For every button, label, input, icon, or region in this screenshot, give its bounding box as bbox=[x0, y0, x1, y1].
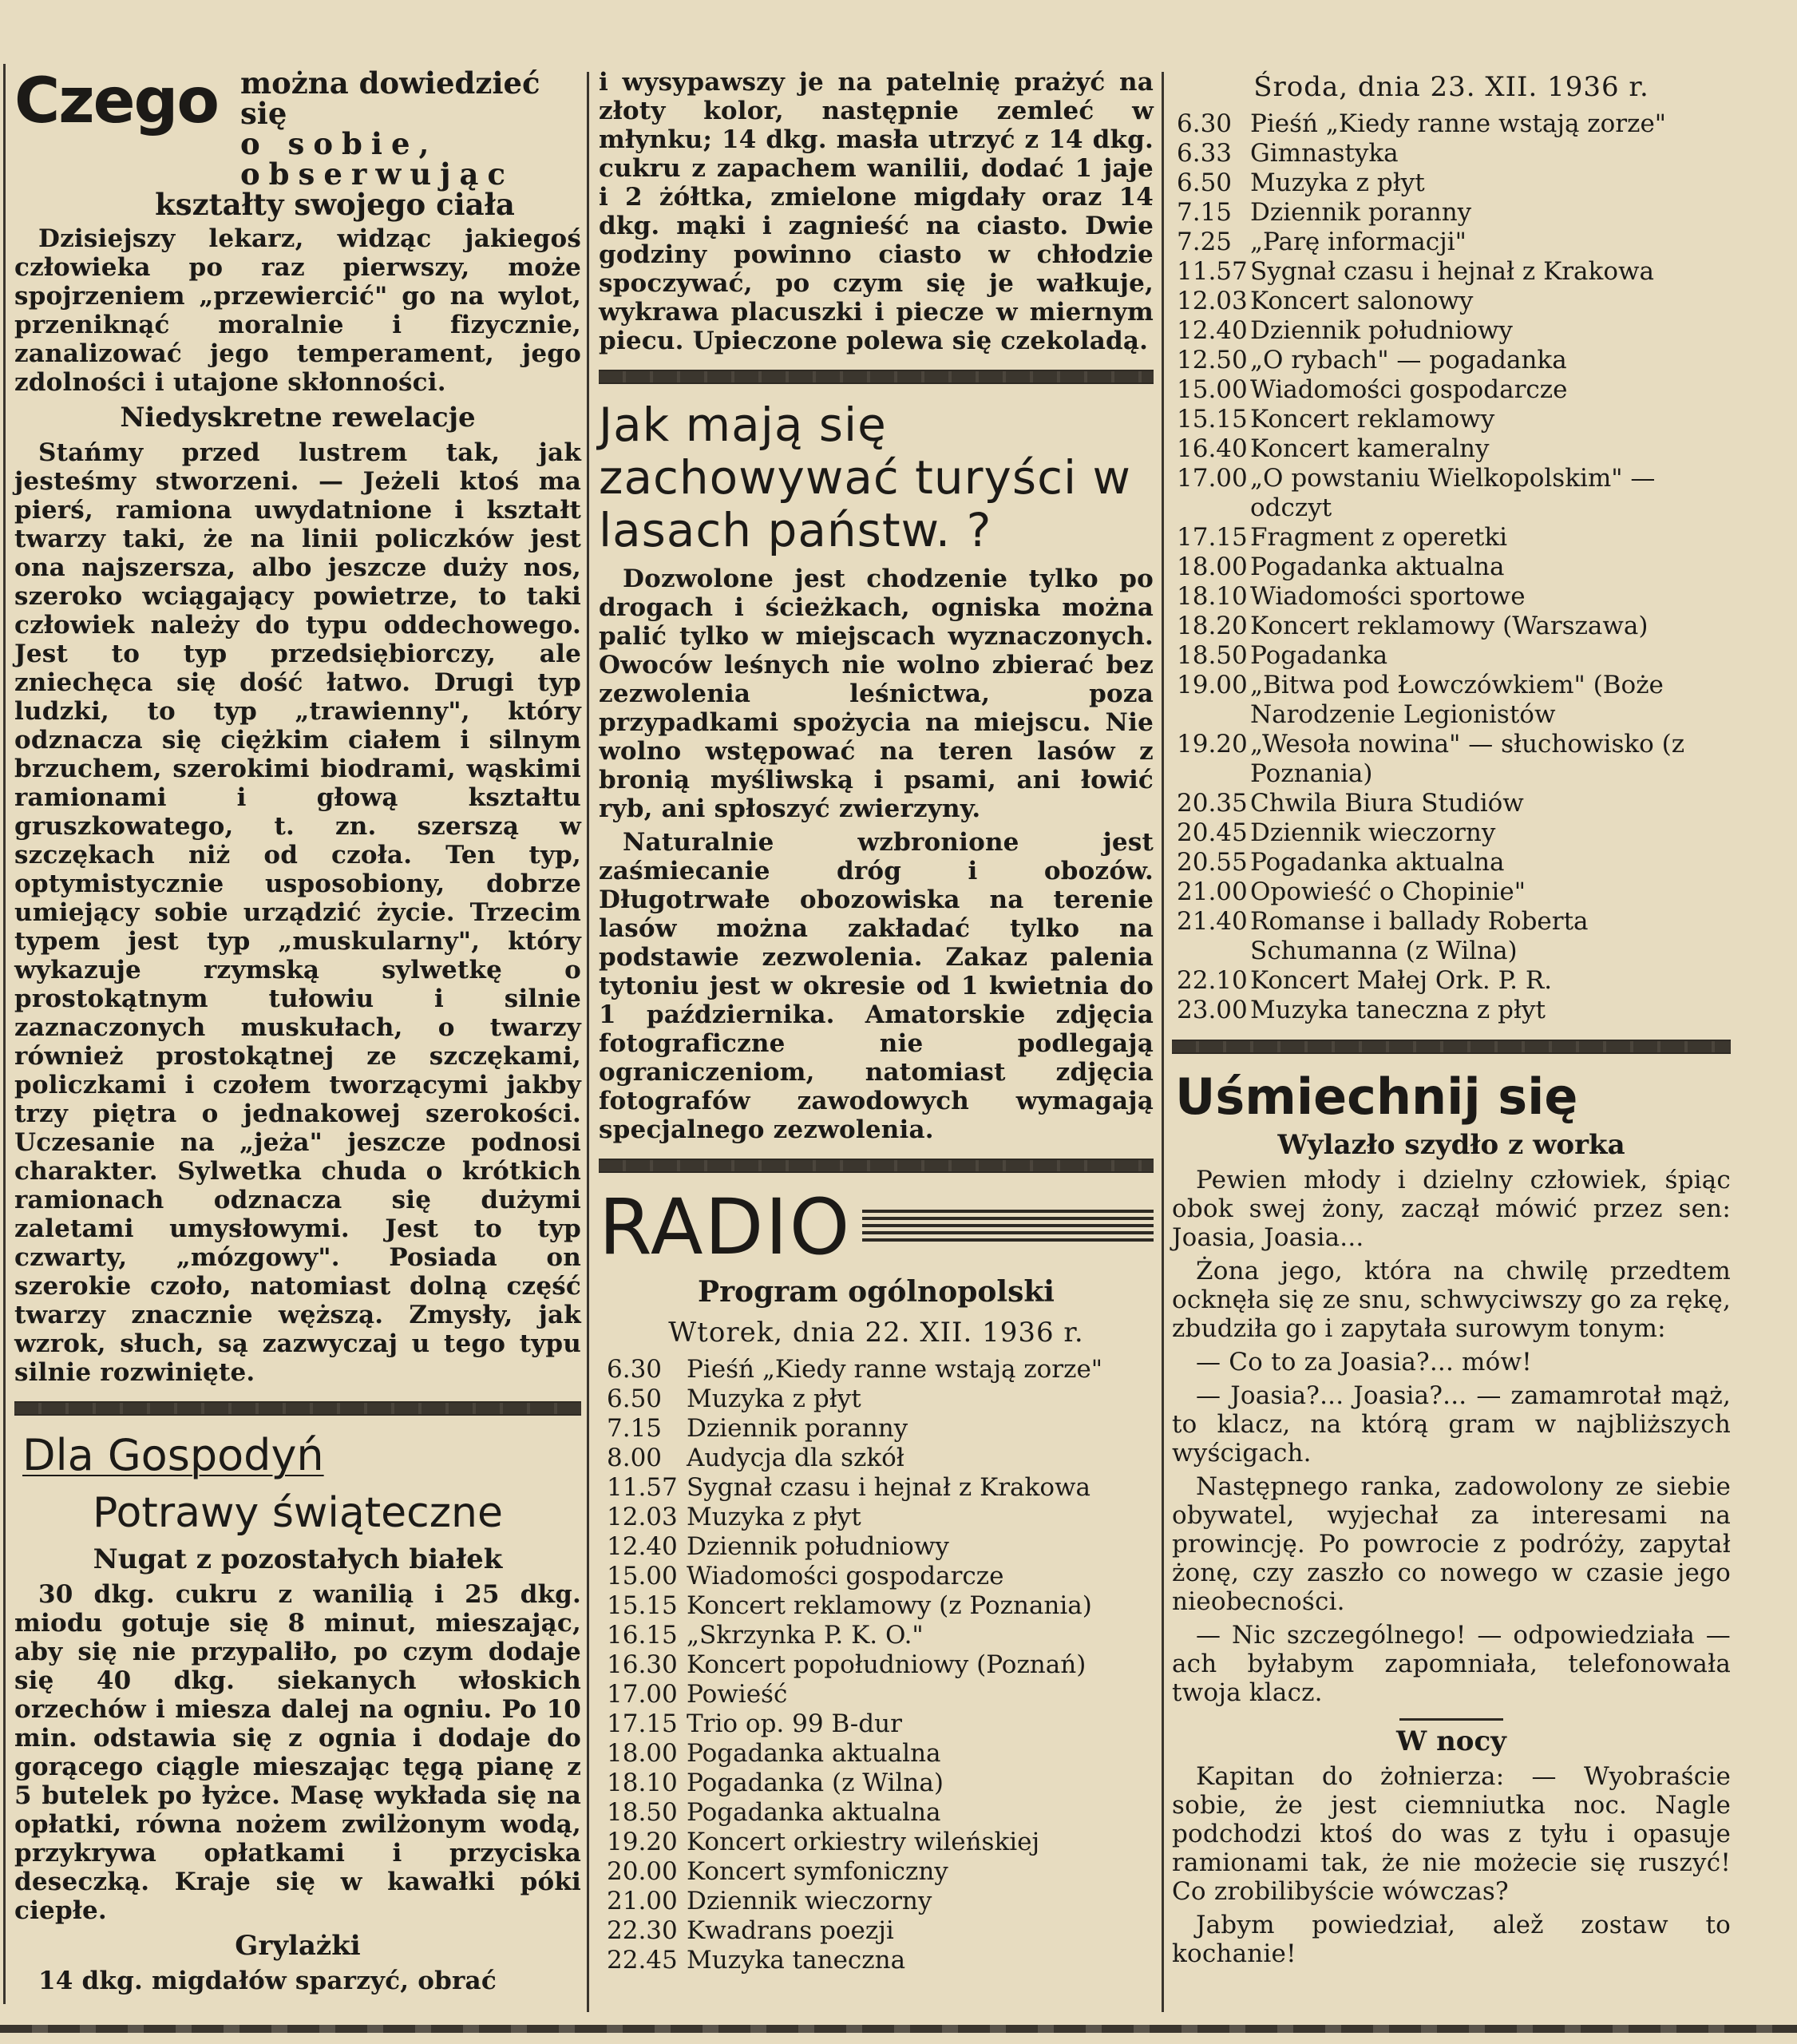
schedule-row bbox=[1172, 257, 1731, 287]
schedule-program: Fragment z operetki bbox=[1250, 523, 1508, 552]
schedule-row bbox=[599, 1709, 1154, 1739]
schedule-program: Koncert salonowy bbox=[1250, 287, 1474, 315]
schedule-row bbox=[1172, 375, 1731, 405]
schedule-program: Sygnał czasu i hejnał z Krakowa bbox=[687, 1473, 1091, 1502]
schedule-program: Dziennik wieczorny bbox=[687, 1887, 932, 1915]
column-divider-2 bbox=[1162, 72, 1164, 2012]
turysci-paragraph-1: Dozwolone jest chodzenie tylko po drogach i ścieżkach, ogniska można palić tylko w miejscach wyznaczonych. Owoców leśnych nie wolno zbierać bez zezwolenia leśnictwa, poza przypadkami spożycia na miejscu. Nie wolno wstępować na teren lasów z bronią myśliwską i psami, ani łowić ryb, ani spłoszyć zwierzyny. bbox=[599, 564, 1154, 823]
schedule-row bbox=[1172, 641, 1731, 671]
radio-heading: RADIO bbox=[599, 1182, 852, 1272]
schedule-time: 7.15 bbox=[607, 1414, 663, 1443]
schedule-row bbox=[1172, 228, 1731, 257]
schedule-time: 6.30 bbox=[1177, 109, 1233, 138]
column-1 bbox=[14, 65, 581, 2000]
schedule-time: 18.10 bbox=[1177, 582, 1248, 611]
schedule-row bbox=[599, 1591, 1154, 1621]
schedule-row bbox=[599, 1384, 1154, 1414]
schedule-time: 15.15 bbox=[607, 1591, 678, 1620]
schedule-row bbox=[1172, 316, 1731, 346]
schedule-program: Muzyka taneczna z płyt bbox=[1250, 996, 1546, 1024]
schedule-row bbox=[1172, 523, 1731, 553]
schedule-time: 12.40 bbox=[607, 1532, 678, 1561]
schedule-row bbox=[599, 1916, 1154, 1946]
schedule-row bbox=[599, 1739, 1154, 1769]
schedule-program: Dziennik poranny bbox=[1250, 198, 1472, 227]
schedule-row bbox=[599, 1769, 1154, 1798]
schedule-time: 22.45 bbox=[607, 1946, 678, 1975]
bottom-rule bbox=[0, 2025, 1797, 2033]
schedule-row bbox=[599, 1946, 1154, 1975]
grylazki-recipe-continued: i wysypawszy je na patelnię prażyć na złoty kolor, następnie zemleć w młynku; 14 dkg. masła utrzyć z 14 dkg. cukru z zapachem wanilii, dodać 1 jaje i 2 żółtka, zmielone migdały oraz 14 dkg. mąki i zagnieść na ciasto. Dwie godziny powinno ciasto w chłodzie spoczywać, po czym się je wałkuje, wykrawa placuszki i piecze w miernym piecu. Upieczone polewa się czekoladą. bbox=[599, 68, 1154, 355]
schedule-time: 12.50 bbox=[1177, 346, 1248, 374]
joke-2-paragraph: Kapitan do żołnierza: — Wyobraście sobie, że jest ciemniutka noc. Nagle podchodzi ktoś do was z tyłu i opasuje ramionami tak, że nie możecie się ruszyć! Co zrobilibyście wówczas? bbox=[1172, 1762, 1731, 1906]
schedule-program: Dziennik południowy bbox=[1250, 316, 1513, 345]
schedule-program: „Wesoła nowina" — słuchowisko (z Poznania) bbox=[1250, 730, 1685, 788]
schedule-time: 20.45 bbox=[1177, 818, 1248, 847]
schedule-time: 23.00 bbox=[1177, 996, 1248, 1024]
joke-divider bbox=[1399, 1718, 1503, 1721]
schedule-row bbox=[1172, 818, 1731, 848]
schedule-program: Audycja dla szkół bbox=[687, 1444, 904, 1472]
schedule-row bbox=[1172, 346, 1731, 375]
schedule-time: 18.50 bbox=[607, 1798, 678, 1827]
schedule-row bbox=[1172, 405, 1731, 434]
tuesday-schedule bbox=[599, 1355, 1154, 1975]
schedule-program: Wiadomości gospodarcze bbox=[1250, 375, 1568, 404]
schedule-program: Gimnastyka bbox=[1250, 139, 1399, 168]
schedule-program: „O rybach" — pogadanka bbox=[1250, 346, 1567, 374]
schedule-row bbox=[599, 1562, 1154, 1591]
schedule-program: Koncert reklamowy bbox=[1250, 405, 1495, 434]
column-divider-1 bbox=[587, 72, 589, 2012]
schedule-row bbox=[1172, 789, 1731, 818]
czego-line-1: można dowiedzieć się bbox=[239, 65, 540, 131]
schedule-program: Koncert kameralny bbox=[1250, 434, 1490, 463]
schedule-program: Pieśń „Kiedy ranne wstają zorze" bbox=[1250, 109, 1667, 138]
schedule-row bbox=[1172, 198, 1731, 228]
czego-headline-text bbox=[155, 65, 581, 222]
nugat-recipe: 30 dkg. cukru z wanilią i 25 dkg. miodu gotuje się 8 minut, mieszając, aby się nie przypaliło, po czym dodaje się 40 dkg. siekanych włoskich orzechów i miesza dalej na ogniu. Po 10 min. odstawia się z ognia i dodaje do gorącego ciągle mieszając tęgą pianę z 5 butelek po łyżce. Masę wykłada się na opłatki, równa nożem zwilżonym wodą, przykrywa opłatkami i przyciska deseczką. Kraje się w kawałki póki ciepłe. bbox=[14, 1580, 581, 1925]
schedule-time: 22.10 bbox=[1177, 966, 1248, 995]
schedule-time: 20.00 bbox=[607, 1857, 678, 1886]
program-title: Program ogólnopolski bbox=[698, 1275, 1055, 1309]
schedule-row bbox=[599, 1650, 1154, 1680]
schedule-row bbox=[599, 1444, 1154, 1473]
schedule-row bbox=[1172, 434, 1731, 464]
nugat-heading: Nugat z pozostałych białek bbox=[93, 1543, 503, 1575]
wednesday-schedule bbox=[1172, 109, 1731, 1025]
schedule-row bbox=[1172, 966, 1731, 996]
schedule-row bbox=[599, 1355, 1154, 1384]
schedule-time: 16.15 bbox=[607, 1621, 678, 1650]
schedule-program: Muzyka taneczna bbox=[687, 1946, 906, 1975]
joke-1-paragraph: Następnego ranka, zadowolony ze siebie obywatel, wyjechał za interesami na prowincję. Po powrocie z podróży, zapytał żonę, czy zaszło co nowego w czasie jego nieobecności. bbox=[1172, 1472, 1731, 1616]
schedule-time: 20.55 bbox=[1177, 848, 1248, 877]
section-rule bbox=[599, 1159, 1154, 1173]
schedule-time: 6.50 bbox=[1177, 168, 1233, 197]
schedule-program: Pogadanka aktualna bbox=[1250, 848, 1505, 877]
schedule-row bbox=[1172, 848, 1731, 877]
schedule-program: Koncert Małej Ork. P. R. bbox=[1250, 966, 1553, 995]
schedule-time: 21.00 bbox=[607, 1887, 678, 1915]
schedule-program: Pogadanka aktualna bbox=[687, 1798, 941, 1827]
schedule-time: 17.15 bbox=[607, 1709, 678, 1738]
schedule-program: Muzyka z płyt bbox=[1250, 168, 1425, 197]
joke-1-paragraph: — Co to za Joasia?... mów! bbox=[1196, 1348, 1532, 1377]
schedule-time: 18.00 bbox=[607, 1739, 678, 1768]
schedule-time: 6.50 bbox=[607, 1384, 663, 1413]
schedule-time: 21.00 bbox=[1177, 877, 1248, 906]
schedule-program: Opowieść o Chopinie" bbox=[1250, 877, 1526, 906]
schedule-program: Kwadrans poezji bbox=[687, 1916, 894, 1945]
tuesday-date: Wtorek, dnia 22. XII. 1936 r. bbox=[668, 1317, 1084, 1349]
schedule-time: 15.00 bbox=[607, 1562, 678, 1590]
schedule-program: Dziennik poranny bbox=[687, 1414, 908, 1443]
wednesday-date: Środa, dnia 23. XII. 1936 r. bbox=[1253, 71, 1649, 103]
schedule-time: 17.00 bbox=[607, 1680, 678, 1709]
schedule-program: Pogadanka (z Wilna) bbox=[687, 1769, 944, 1797]
schedule-row bbox=[599, 1473, 1154, 1503]
schedule-row bbox=[1172, 996, 1731, 1025]
turysci-paragraph-2: Naturalnie wzbronione jest zaśmiecanie dróg i obozów. Długotrwałe obozowiska na terenie lasów można zakładać tylko na podstawie zezwolenia. Zakaz palenia tytoniu jest w okresie od 1 kwietnia do 1 października. Amatorskie zdjęcia fotograficzne nie podlegają ograniczeniom, natomiast zdjęcia fotografów zawodowych wymagają specjalnego zezwolenia. bbox=[599, 828, 1154, 1144]
schedule-time: 12.03 bbox=[1177, 287, 1248, 315]
turysci-heading: Jak mają się zachowywać turyści w lasach państw. ? bbox=[599, 398, 1131, 557]
radio-banner bbox=[599, 1182, 1154, 1272]
grylazki-recipe-start: 14 dkg. migdałów sparzyć, obrać bbox=[38, 1967, 497, 1995]
schedule-program: Pogadanka aktualna bbox=[1250, 553, 1505, 581]
schedule-time: 18.00 bbox=[1177, 553, 1248, 581]
grylazki-heading: Grylażki bbox=[235, 1930, 361, 1962]
schedule-time: 18.20 bbox=[1177, 612, 1248, 640]
schedule-program: Muzyka z płyt bbox=[687, 1384, 861, 1413]
schedule-row bbox=[599, 1503, 1154, 1532]
schedule-row bbox=[599, 1828, 1154, 1857]
schedule-row bbox=[1172, 287, 1731, 316]
joke-2-title: W nocy bbox=[1396, 1725, 1506, 1757]
schedule-time: 16.40 bbox=[1177, 434, 1248, 463]
joke-1-paragraph: Żona jego, która na chwilę przedtem ocknęła się ze snu, schwyciwszy go za rękę, zbudziła go i zapytała surowym tonym: bbox=[1172, 1257, 1731, 1343]
joke-1-paragraph: — Nic szczególnego! — odpowiedziała — ach byłabym zapomniała, telefonowała twoja klacz. bbox=[1172, 1621, 1731, 1707]
potrawy-heading: Potrawy świąteczne bbox=[93, 1489, 503, 1537]
schedule-program: Koncert orkiestry wileńskiej bbox=[687, 1828, 1040, 1856]
schedule-row bbox=[599, 1887, 1154, 1916]
czego-subheading: Niedyskretne rewelacje bbox=[120, 402, 476, 434]
schedule-program: „O powstaniu Wielkopolskim" — odczyt bbox=[1250, 464, 1656, 522]
section-rule bbox=[1172, 1040, 1731, 1054]
schedule-time: 19.20 bbox=[607, 1828, 678, 1856]
schedule-program: Chwila Biura Studiów bbox=[1250, 789, 1524, 818]
schedule-time: 15.00 bbox=[1177, 375, 1248, 404]
schedule-time: 12.40 bbox=[1177, 316, 1248, 345]
schedule-time: 19.20 bbox=[1177, 730, 1248, 759]
schedule-time: 6.33 bbox=[1177, 139, 1233, 168]
schedule-row bbox=[1172, 907, 1731, 966]
schedule-row bbox=[1172, 582, 1731, 612]
schedule-time: 17.15 bbox=[1177, 523, 1248, 552]
schedule-row bbox=[599, 1621, 1154, 1650]
czego-headline bbox=[14, 65, 581, 222]
schedule-time: 7.15 bbox=[1177, 198, 1233, 227]
czego-line-3: kształty swojego ciała bbox=[155, 187, 515, 222]
schedule-program: Koncert popołudniowy (Poznań) bbox=[687, 1650, 1087, 1679]
schedule-time: 6.30 bbox=[607, 1355, 663, 1384]
czego-intro: Dzisiejszy lekarz, widząc jakiegoś człowieka po raz pierwszy, może spojrzeniem „przewiercić" go na wylot, przeniknąć moralnie i fizycznie, zanalizować jego temperament, jego zdolności i utajone skłonności. bbox=[14, 224, 581, 397]
schedule-time: 15.15 bbox=[1177, 405, 1248, 434]
joke-1-title: Wylazło szydło z worka bbox=[1277, 1129, 1625, 1161]
schedule-program: Koncert reklamowy (Warszawa) bbox=[1250, 612, 1649, 640]
schedule-time: 17.00 bbox=[1177, 464, 1248, 493]
schedule-program: Trio op. 99 B-dur bbox=[687, 1709, 902, 1738]
joke-1-paragraph: — Joasia?... Joasia?... — zamamrotał mąż, to klacz, na którą gram w najbliższych wyścigach. bbox=[1172, 1381, 1731, 1468]
schedule-row bbox=[599, 1680, 1154, 1709]
schedule-time: 19.00 bbox=[1177, 671, 1248, 699]
schedule-row bbox=[1172, 730, 1731, 789]
schedule-time: 8.00 bbox=[607, 1444, 663, 1472]
schedule-row bbox=[1172, 464, 1731, 523]
joke-1-paragraph: Pewien młody i dzielny człowiek, śpiąc obok swej żony, zaczął mówić przez sen: Joasia, Joasia... bbox=[1172, 1166, 1731, 1252]
schedule-time: 20.35 bbox=[1177, 789, 1248, 818]
usmiechnij-heading: Uśmiechnij się bbox=[1175, 1068, 1578, 1126]
schedule-time: 7.25 bbox=[1177, 228, 1233, 256]
schedule-row bbox=[1172, 877, 1731, 907]
schedule-row bbox=[599, 1532, 1154, 1562]
joke-2-paragraph: Jabym powiedział, alež zostaw to kochanie! bbox=[1172, 1911, 1731, 1968]
schedule-program: Pogadanka aktualna bbox=[687, 1739, 941, 1768]
schedule-program: Koncert symfoniczny bbox=[687, 1857, 948, 1886]
schedule-time: 11.57 bbox=[607, 1473, 678, 1502]
schedule-row bbox=[1172, 168, 1731, 198]
czego-initial-word: Czego bbox=[14, 65, 218, 137]
schedule-row bbox=[1172, 109, 1731, 139]
schedule-program: Pogadanka bbox=[1250, 641, 1388, 670]
schedule-program: „Bitwa pod Łowczówkiem" (Boże Narodzenie Legionistów bbox=[1250, 671, 1664, 729]
schedule-row bbox=[599, 1857, 1154, 1887]
schedule-program: Koncert reklamowy (z Poznania) bbox=[687, 1591, 1092, 1620]
schedule-program: Wiadomości gospodarcze bbox=[687, 1562, 1004, 1590]
schedule-program: „Skrzynka P. K. O." bbox=[687, 1621, 924, 1650]
schedule-program: Wiadomości sportowe bbox=[1250, 582, 1526, 611]
schedule-row bbox=[1172, 553, 1731, 582]
schedule-row bbox=[599, 1798, 1154, 1828]
column-2 bbox=[599, 68, 1154, 1975]
schedule-time: 22.30 bbox=[607, 1916, 678, 1945]
radio-banner-lines bbox=[862, 1210, 1154, 1245]
schedule-row bbox=[1172, 612, 1731, 641]
schedule-program: Powieść bbox=[687, 1680, 788, 1709]
schedule-program: Pieśń „Kiedy ranne wstają zorze" bbox=[687, 1355, 1103, 1384]
schedule-program: Sygnał czasu i hejnał z Krakowa bbox=[1250, 257, 1655, 286]
schedule-time: 12.03 bbox=[607, 1503, 678, 1531]
schedule-program: Muzyka z płyt bbox=[687, 1503, 861, 1531]
schedule-program: Romanse i ballady Roberta Schumanna (z Wilna) bbox=[1250, 907, 1589, 965]
schedule-program: „Parę informacji" bbox=[1250, 228, 1466, 256]
section-rule bbox=[599, 370, 1154, 384]
schedule-row bbox=[599, 1414, 1154, 1444]
left-edge-rule bbox=[3, 64, 6, 2004]
schedule-time: 18.10 bbox=[607, 1769, 678, 1797]
section-rule bbox=[14, 1401, 581, 1416]
czego-line-2: o sobie, obserwując bbox=[239, 126, 515, 192]
schedule-time: 11.57 bbox=[1177, 257, 1248, 286]
czego-body: Stańmy przed lustrem tak, jak jesteśmy stworzeni. — Jeżeli ktoś ma pierś, ramiona uwydatnione i kształt twarzy taki, że na linii policzków jest ona najszersza, albo jeszcze duży nos, szeroko wciągający powietrze, to taki człowiek należy do typu oddechowego. Jest to typ przedsiębiorczy, ale zniechęca się dość łatwo. Drugi typ ludzki, to typ „trawienny", który odznacza się ciężkim ciałem i silnym brzuchem, szerokimi biodrami, wąskimi ramionami i głową kształtu gruszkowatego, t. zn. szerszą w szczękach niż od czoła. Ten typ, optymistycznie usposobiony, dobrze umiejący sobie urządzić życie. Trzecim typem jest typ „muskularny", który wykazuje rzymską sylwetkę o prostokątnym tułowiu i silnie zaznaczonych muskułach, o twarzy również prostokątnej ze szczękami, policzkami i czołem tworzącymi jakby trzy piętra o jednakowej szerokości. Uczesanie na „jeża" jeszcze podnosi charakter. Sylwetka chuda o krótkich ramionach odznacza się dużymi zaletami umysłowymi. Jest to typ czwarty, „mózgowy". Posiada on szerokie czoło, natomiast dolną część twarzy znacznie węższą. Zmysły, jak wzrok, słuch, są zazwyczaj u tego typu silnie rozwinięte. bbox=[14, 438, 581, 1387]
dla-gospodyn-heading: Dla Gospodyń bbox=[22, 1430, 324, 1480]
schedule-row bbox=[1172, 139, 1731, 168]
schedule-row bbox=[1172, 671, 1731, 730]
schedule-program: Dziennik wieczorny bbox=[1250, 818, 1496, 847]
schedule-time: 18.50 bbox=[1177, 641, 1248, 670]
column-3 bbox=[1172, 68, 1731, 1973]
schedule-time: 21.40 bbox=[1177, 907, 1248, 936]
schedule-time: 16.30 bbox=[607, 1650, 678, 1679]
schedule-program: Dziennik południowy bbox=[687, 1532, 949, 1561]
